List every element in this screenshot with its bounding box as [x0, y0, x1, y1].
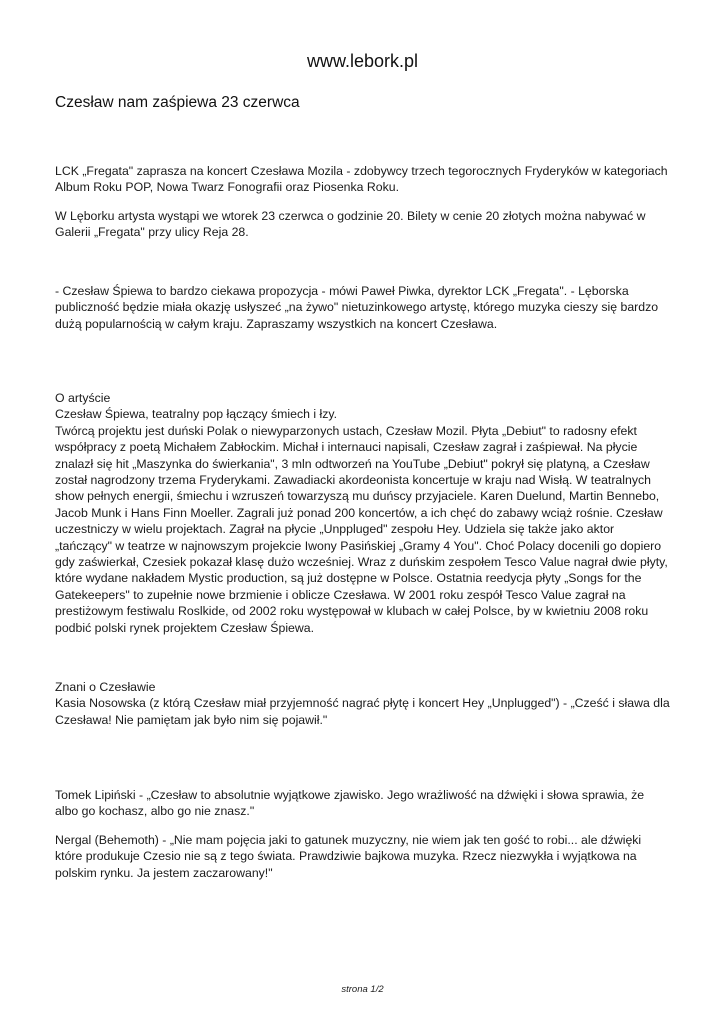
event-details-paragraph: W Lęborku artysta wystąpi we wtorek 23 czerwca o godzinie 20. Bilety w cenie 20 złotych można nabywać w Galerii „Fregata" przy ulicy Reja 28. — [55, 209, 646, 240]
known-heading: Znani o Czesławie — [55, 680, 156, 694]
known-about-section — [55, 679, 670, 728]
quote-nosowska: Kasia Nosowska (z którą Czesław miał przyjemność nagrać płytę i koncert Hey „Unplugged") - „Cześć i sława dla Czesława! Nie pamiętam jak było nim się pojawił." — [55, 696, 670, 727]
site-header: www.lebork.pl — [306, 51, 419, 71]
about-body: Twórcą projektu jest duński Polak o niewyparzonych ustach, Czesław Mozil. Płyta „Debiut" to radosny efekt współpracy z poetą Michałem Zabłockim. Michał i internauci napisali, Czesław zagrał i zaśpiewał. Na płycie znalazł się hit „Maszynka do świerkania", 3 mln odtworzeń na YouTube „Debiut" pokrył się platyną, a Czesław został nagrodzony trzema Fryderykami. Zawadiacki akordeonista koncertuje w kraju nad Wisłą. W teatralnych show pełnych energii, śmiechu i wzruszeń towarzyszą mu duńscy przyjaciele. Karen Duelund, Martin Bennebo, Jacob Munk i Hans Finn Moeller. Zagrali już ponad 200 koncertów, a ich chęć do zabawy wciąż rośnie. Czesław uczestniczy w wielu projektach. Zagrał na płycie „Unppluged" zespołu Hey. Udziela się także jako aktor „tańczący" w teatrze w najnowszym projekcie Iwony Pasińskiej „Gramy 4 You". Choć Polacy docenili go dopiero gdy zaświerkał, Czesiek pokazał klasę dużo wcześniej. Wraz z duńskim zespołem Tesco Value nagrał dwie płyty, które wydane nakładem Mystic production, są już dostępne w Polsce. Ostatnia reedycja płyty „Songs for the Gatekeepers" to zupełnie nowe brzmienie i oblicze Czesława. W 2001 roku zespół Tesco Value zagrał na prestiżowym festiwalu Roslkide, od 2002 roku występował w klubach w całej Polsce, by w kwietniu 2008 roku podbić polski rynek projektem Czesław Śpiewa. — [55, 423, 668, 635]
article-title: Czesław nam zaśpiewa 23 czerwca — [55, 94, 300, 111]
about-artist-section — [55, 390, 670, 636]
page-number: strona 1/2 — [341, 984, 384, 995]
director-quote-paragraph: - Czesław Śpiewa to bardzo ciekawa propozycja - mówi Paweł Piwka, dyrektor LCK „Fregata". - Lęborska publiczność będzie miała okazję usłyszeć „na żywo" nietuzinkowego artystę, którego muzyka cieszy się bardzo dużą popularnością w całym kraju. Zapraszamy wszystkich na koncert Czesława. — [55, 284, 659, 331]
about-subheading: Czesław Śpiewa, teatralny pop łączący śmiech i łzy. — [55, 407, 338, 422]
about-heading: O artyście — [55, 391, 111, 405]
intro-paragraph: LCK „Fregata" zaprasza na koncert Czesława Mozila - zdobywcy trzech tegorocznych Fryderyków w kategoriach Album Roku POP, Nowa Twarz Fonografii oraz Piosenka Roku. — [55, 164, 668, 195]
quote-nergal: Nergal (Behemoth) - „Nie mam pojęcia jaki to gatunek muzyczny, nie wiem jak ten gość to robi... ale dźwięki które produkuje Czesio nie są z tego świata. Prawdziwie bajkowa muzyka. Rzecz niezwykła i wyjątkowa na polskim rynku. Ja jestem zaczarowany!" — [55, 833, 642, 880]
quote-lipinski: Tomek Lipiński - „Czesław to absolutnie wyjątkowe zjawisko. Jego wrażliwość na dźwięki i słowa sprawia, że albo go kochasz, albo go nie znasz." — [55, 788, 645, 819]
